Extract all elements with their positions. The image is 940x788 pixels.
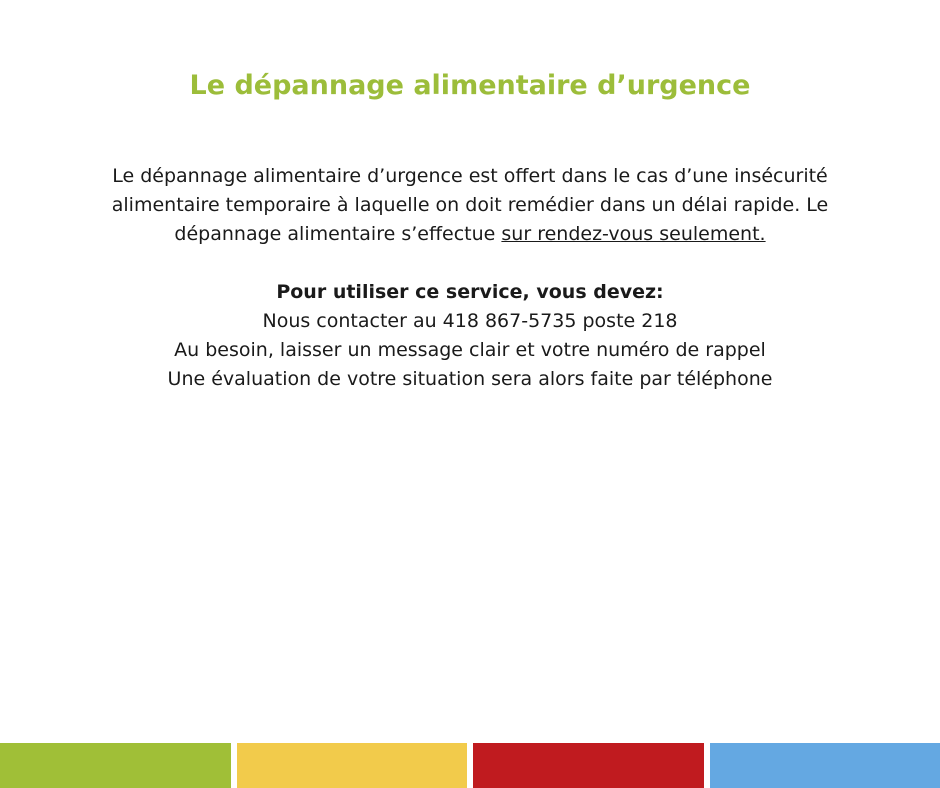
footer-green-segment [0, 743, 231, 788]
footer-red-segment [473, 743, 704, 788]
instructions-block [110, 278, 830, 394]
intro-paragraph [110, 162, 830, 249]
instruction-line-contact: Nous contacter au 418 867-5735 poste 218 [262, 310, 678, 332]
instructions-heading: Pour utiliser ce service, vous devez: [276, 281, 664, 303]
instruction-line-message: Au besoin, laisser un message clair et votre numéro de rappel [174, 339, 766, 361]
appointment-link[interactable]: sur rendez-vous seulement. [501, 223, 766, 245]
instruction-line-evaluation: Une évaluation de votre situation sera alors faite par téléphone [167, 368, 773, 390]
footer-blue-segment [710, 743, 940, 788]
page-title: Le dépannage alimentaire d’urgence [189, 70, 751, 101]
content-block [110, 162, 830, 394]
footer-yellow-segment [237, 743, 468, 788]
intro-text: Le dépannage alimentaire d’urgence est offert dans le cas d’une insécurité alimentaire temporaire à laquelle on doit remédier dans un délai rapide. Le dépannage alimentaire s’effectue [111, 165, 829, 245]
footer-color-bar [0, 743, 940, 788]
